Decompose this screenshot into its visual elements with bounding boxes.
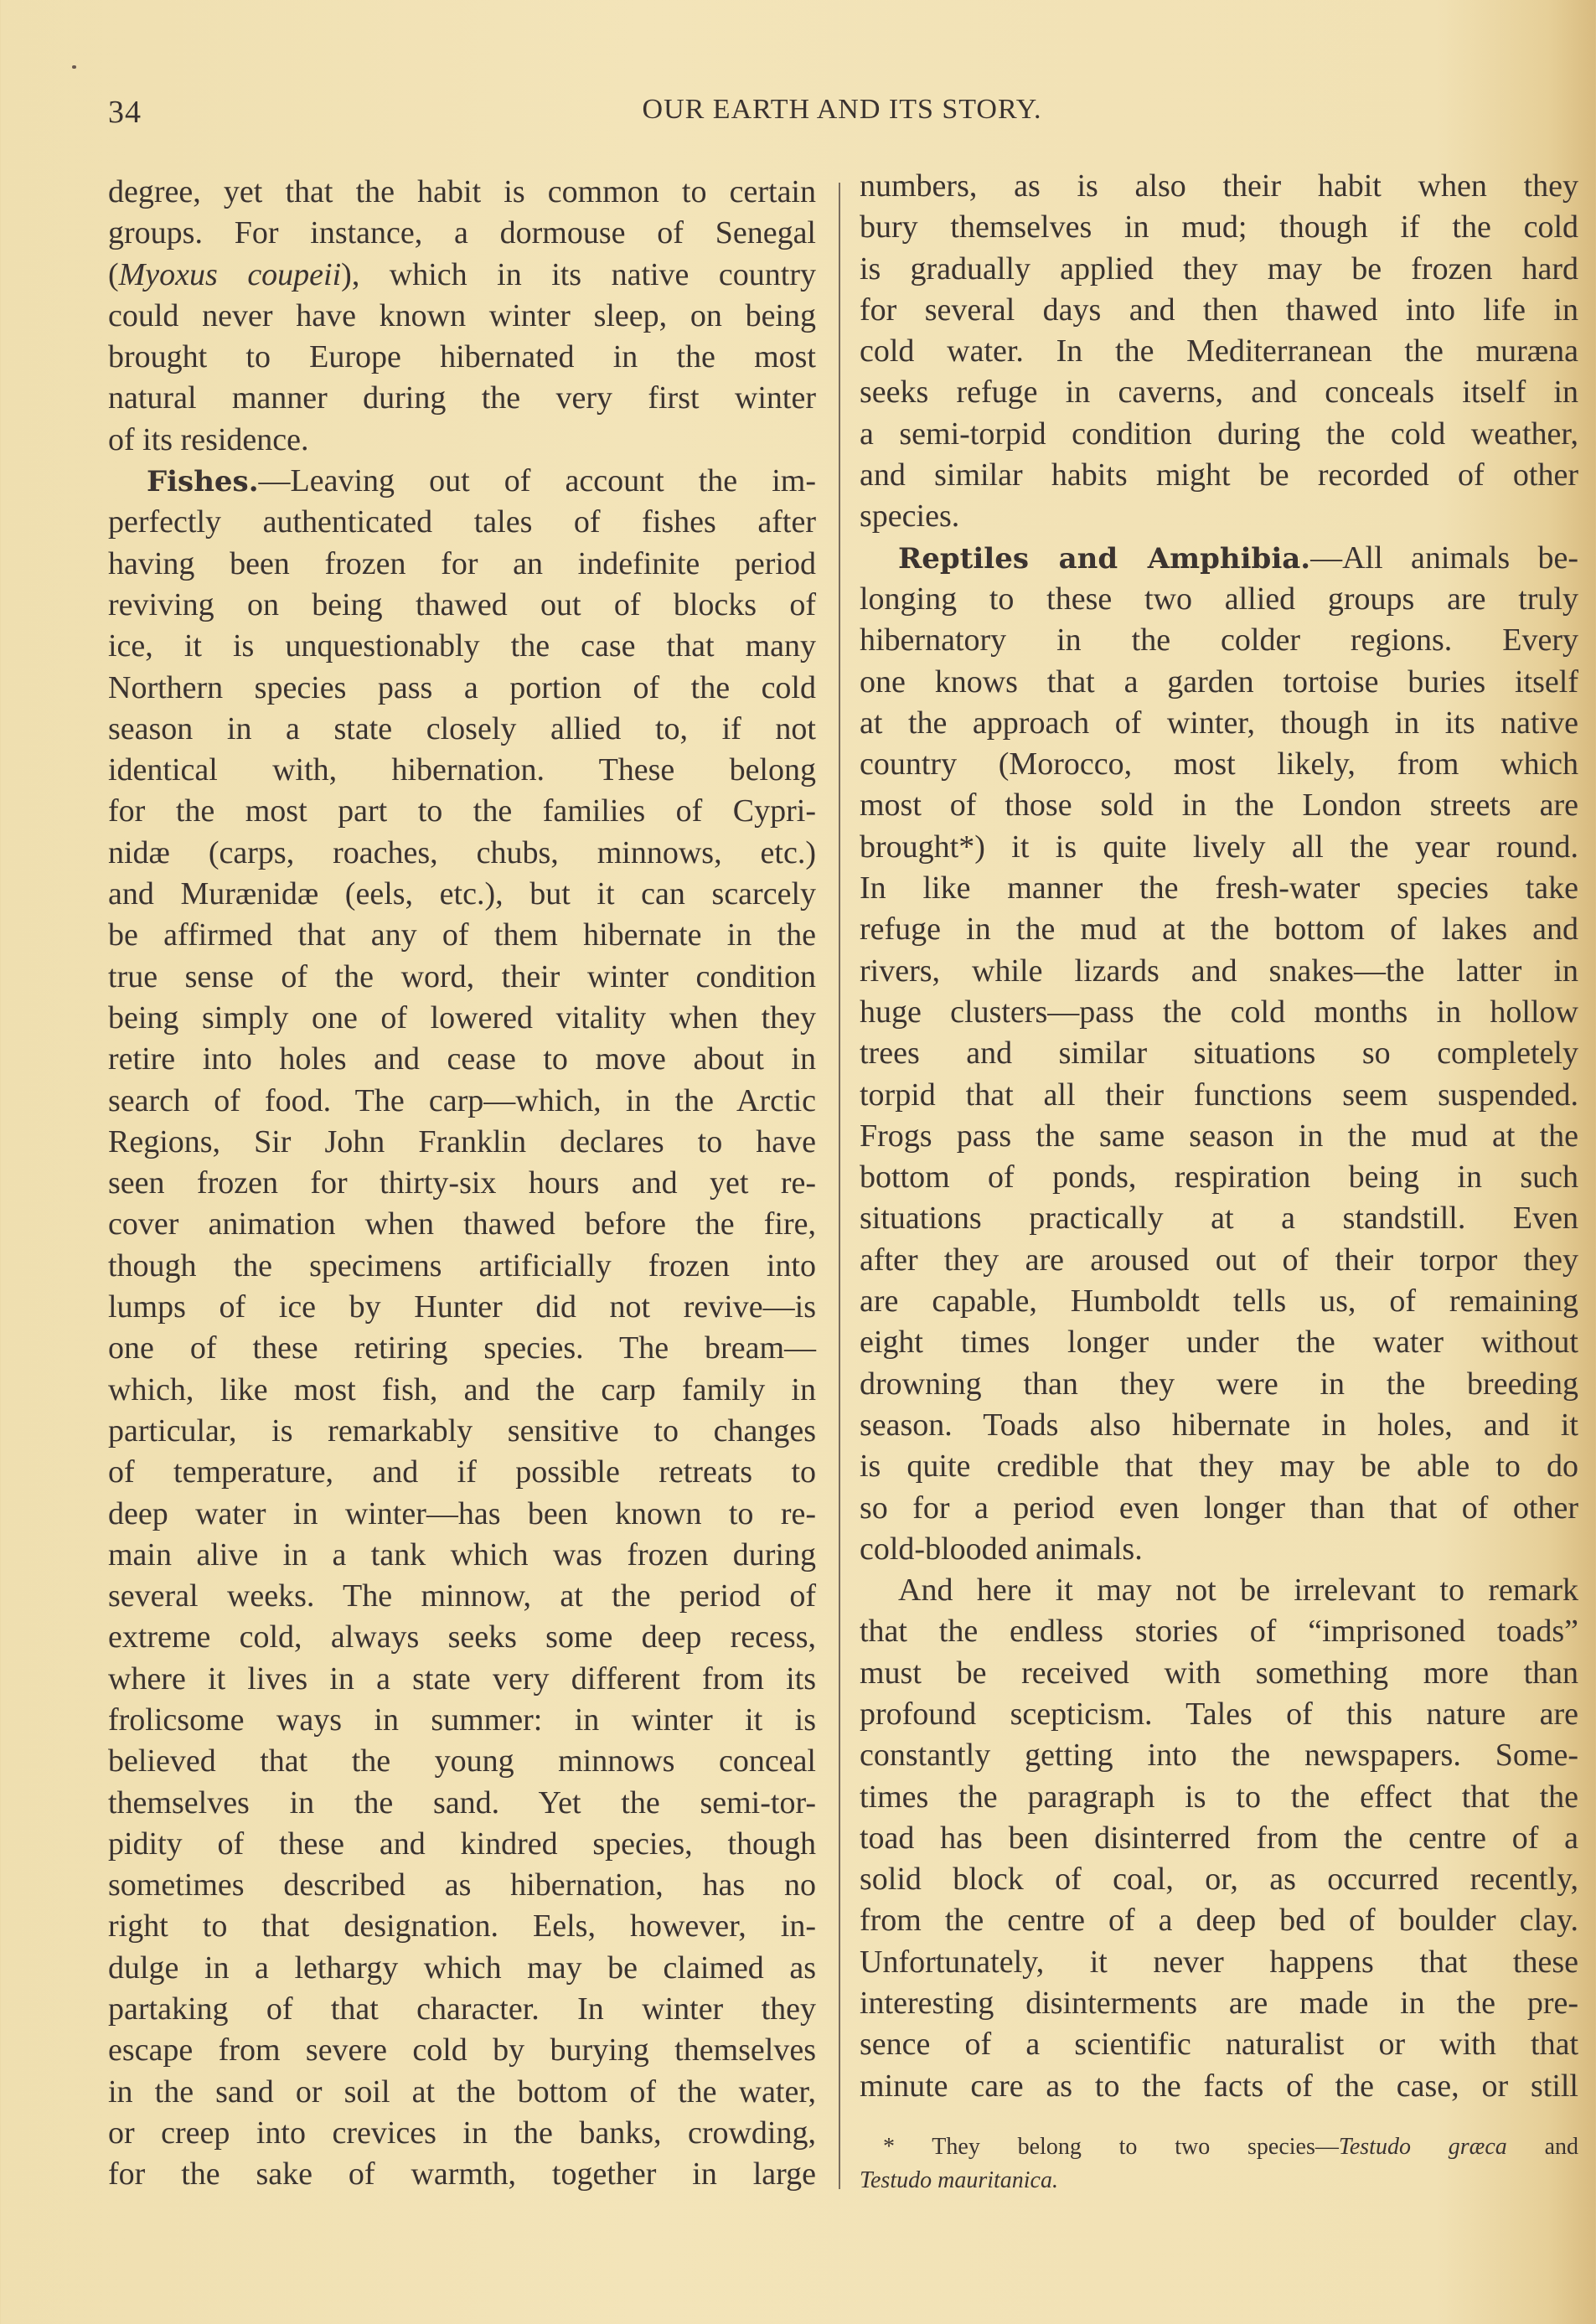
line-text: country (Morocco, most likely, from which xyxy=(860,746,1578,782)
line-text: Regions, Sir John Franklin declares to have xyxy=(108,1123,816,1159)
text-line xyxy=(108,1865,816,1906)
text-line xyxy=(860,1157,1578,1198)
text-line xyxy=(108,833,816,874)
line-text: being simply one of lowered vitality when they xyxy=(108,999,816,1035)
line-text: that the endless stories of “imprisoned toads” xyxy=(860,1614,1578,1650)
text-line xyxy=(860,2066,1578,2107)
text-line xyxy=(108,337,816,378)
line-text: could never have known winter sleep, on being xyxy=(108,297,816,333)
line-text: ( xyxy=(108,256,119,292)
text-line xyxy=(860,372,1578,413)
footnote-species: Testudo græca xyxy=(1338,2134,1507,2160)
line-text: degree, yet that the habit is common to certain xyxy=(108,174,816,209)
line-text: bury themselves in mud; though if the cold xyxy=(860,209,1578,245)
line-text: minute care as to the facts of the case, or still xyxy=(860,2068,1578,2104)
line-text: true sense of the word, their winter condition xyxy=(108,958,816,994)
line-text: brought to Europe hibernated in the most xyxy=(108,339,816,375)
line-text: huge clusters—pass the cold months in hollow xyxy=(860,994,1578,1030)
text-line xyxy=(108,1741,816,1782)
line-text: season. Toads also hibernate in holes, and it xyxy=(860,1407,1578,1443)
line-text: identical with, hibernation. These belong xyxy=(108,752,816,788)
text-line xyxy=(108,750,816,791)
line-text: seeks refuge in caverns, and conceals itself in xyxy=(860,374,1578,411)
text-line xyxy=(860,703,1578,744)
line-text: Frogs pass the same season in the mud at the xyxy=(860,1118,1578,1154)
line-text: in the sand or soil at the bottom of the water, xyxy=(108,2074,816,2110)
section-heading: Reptiles and Amphibia. xyxy=(898,541,1311,576)
line-text: having been frozen for an indefinite period xyxy=(108,545,816,581)
line-text: In like manner the fresh-water species take xyxy=(860,870,1578,906)
line-text: for several days and then thawed into life in xyxy=(860,292,1578,328)
line-text: refuge in the mud at the bottom of lakes and xyxy=(860,912,1578,948)
footnote-text: and xyxy=(1506,2134,1578,2160)
text-line xyxy=(860,1075,1578,1116)
text-line xyxy=(860,1818,1578,1859)
line-text: interesting disinterments are made in the pre- xyxy=(860,1986,1578,2022)
line-text: brought*) it is quite lively all the year round. xyxy=(860,829,1578,865)
text-line xyxy=(108,1824,816,1865)
text-line xyxy=(860,827,1578,868)
text-line xyxy=(108,915,816,956)
line-text: ice, it is unquestionably the case that many xyxy=(108,628,816,664)
line-text: sence of a scientific naturalist or with that xyxy=(860,2027,1578,2063)
page-number: 34 xyxy=(108,95,142,130)
text-line xyxy=(860,579,1578,620)
line-text: eight times longer under the water without xyxy=(860,1325,1578,1361)
line-text: which, like most fish, and the carp family in xyxy=(108,1371,816,1407)
text-line xyxy=(860,1240,1578,1281)
line-text: numbers, as is also their habit when they xyxy=(860,168,1578,204)
line-text: species. xyxy=(860,498,960,535)
line-text: frolicsome ways in summer: in winter it is xyxy=(108,1702,816,1738)
line-text: —All animals be- xyxy=(1310,540,1578,576)
right-column xyxy=(860,166,1578,2107)
line-text: nidæ (carps, roaches, chubs, minnows, etc.) xyxy=(108,834,816,870)
text-line xyxy=(860,785,1578,826)
line-text: cover animation when thawed before the fire, xyxy=(108,1206,816,1242)
line-text: partaking of that character. In winter they xyxy=(108,1991,816,2027)
line-text: several weeks. The minnow, at the period of xyxy=(108,1578,816,1614)
line-text: groups. For instance, a dormouse of Senegal xyxy=(108,215,816,251)
line-text: ), which in its native country xyxy=(341,256,816,292)
line-text: seen frozen for thirty-six hours and yet re- xyxy=(108,1165,816,1201)
text-line xyxy=(108,2113,816,2154)
line-text: must be received with something more than xyxy=(860,1655,1578,1691)
line-text: drowning than they were in the breeding xyxy=(860,1366,1578,1402)
line-text: perfectly authenticated tales of fishes after xyxy=(108,504,816,540)
text-line xyxy=(108,255,816,296)
text-line xyxy=(108,2072,816,2113)
text-line xyxy=(860,1364,1578,1405)
footnote-species: Testudo mauritanica. xyxy=(860,2167,1058,2193)
text-line xyxy=(860,1859,1578,1900)
text-line xyxy=(108,1411,816,1452)
text-line xyxy=(860,662,1578,703)
line-text: so for a period even longer than that of other xyxy=(860,1490,1578,1526)
line-text: bottom of ponds, respiration being in such xyxy=(860,1159,1578,1196)
text-line xyxy=(108,668,816,709)
line-text: at the approach of winter, though in its native xyxy=(860,705,1578,741)
line-text: is gradually applied they may be frozen hard xyxy=(860,250,1578,287)
text-line xyxy=(108,1906,816,1947)
text-line xyxy=(860,538,1578,579)
text-line xyxy=(860,455,1578,496)
line-text: pidity of these and kindred species, though xyxy=(108,1826,816,1862)
text-line xyxy=(860,1529,1578,1570)
line-text: longing to these two allied groups are truly xyxy=(860,581,1578,617)
text-line xyxy=(860,909,1578,950)
text-line xyxy=(860,1777,1578,1818)
line-text: and Murænidæ (eels, etc.), but it can scarcely xyxy=(108,876,816,912)
text-line xyxy=(860,166,1578,207)
text-line xyxy=(860,1033,1578,1074)
text-line xyxy=(108,502,816,543)
text-line xyxy=(108,1287,816,1328)
line-text: escape from severe cold by burying themselves xyxy=(108,2032,816,2068)
text-line xyxy=(860,1322,1578,1363)
text-line xyxy=(860,1611,1578,1652)
text-line xyxy=(860,496,1578,537)
text-line xyxy=(108,1081,816,1122)
line-text: believed that the young minnows conceal xyxy=(108,1743,816,1779)
text-line xyxy=(860,1983,1578,2024)
text-line xyxy=(860,1900,1578,1941)
line-text: dulge in a lethargy which may be claimed as xyxy=(108,1950,816,1986)
line-text: where it lives in a state very different from its xyxy=(108,1660,816,1697)
line-text: from the centre of a deep bed of boulder clay. xyxy=(860,1903,1578,1939)
text-line xyxy=(860,620,1578,661)
text-line xyxy=(108,1122,816,1163)
text-line xyxy=(108,791,816,832)
text-line xyxy=(860,2024,1578,2065)
line-text: main alive in a tank which was frozen during xyxy=(108,1536,816,1573)
text-line xyxy=(108,585,816,626)
text-line xyxy=(108,1700,816,1741)
text-line xyxy=(860,331,1578,372)
text-line xyxy=(108,213,816,254)
text-line xyxy=(860,414,1578,455)
line-text: —Leaving out of account the im- xyxy=(258,463,816,499)
scan-speck xyxy=(72,65,76,69)
line-text: Northern species pass a portion of the cold xyxy=(108,669,816,705)
text-line xyxy=(108,1948,816,1989)
text-line xyxy=(108,1328,816,1369)
line-text: right to that designation. Eels, however, in- xyxy=(108,1908,816,1944)
line-text: season in a state closely allied to, if not xyxy=(108,710,816,746)
footnote-line xyxy=(860,2130,1578,2164)
text-line xyxy=(860,290,1578,331)
text-line xyxy=(108,1783,816,1824)
text-line xyxy=(108,1494,816,1535)
text-line xyxy=(108,1163,816,1204)
text-line xyxy=(860,1405,1578,1446)
text-line xyxy=(108,296,816,337)
line-text: be affirmed that any of them hibernate in the xyxy=(108,917,816,953)
line-text: particular, is remarkably sensitive to changes xyxy=(108,1412,816,1449)
footnote-line xyxy=(860,2164,1578,2197)
text-line xyxy=(860,1281,1578,1322)
footnote xyxy=(860,2130,1578,2197)
text-line xyxy=(860,951,1578,992)
text-line xyxy=(860,207,1578,248)
line-text: toad has been disinterred from the centre of a xyxy=(860,1820,1578,1856)
line-text: reviving on being thawed out of blocks of xyxy=(108,586,816,622)
text-line xyxy=(108,998,816,1039)
line-text: of its residence. xyxy=(108,421,309,457)
text-line xyxy=(108,420,816,461)
line-text: after they are aroused out of their torpor they xyxy=(860,1242,1578,1278)
text-line xyxy=(108,1989,816,2030)
line-text: most of those sold in the London streets are xyxy=(860,788,1578,824)
line-text: of temperature, and if possible retreats to xyxy=(108,1454,816,1490)
text-line xyxy=(108,2154,816,2195)
text-line xyxy=(108,957,816,998)
line-text: or creep into crevices in the banks, crowding, xyxy=(108,2115,816,2151)
line-text: profound scepticism. Tales of this nature are xyxy=(860,1696,1578,1732)
line-text: though the specimens artificially frozen into xyxy=(108,1247,816,1283)
line-text: one of these retiring species. The bream— xyxy=(108,1330,816,1366)
line-text: Unfortunately, it never happens that these xyxy=(860,1944,1578,1980)
line-text: solid block of coal, or, as occurred recently, xyxy=(860,1862,1578,1898)
line-text: torpid that all their functions seem suspended. xyxy=(860,1077,1578,1113)
line-text: themselves in the sand. Yet the semi-tor- xyxy=(108,1784,816,1820)
line-text: one knows that a garden tortoise buries itself xyxy=(860,664,1578,700)
text-line xyxy=(860,1446,1578,1487)
text-line xyxy=(108,378,816,419)
text-line xyxy=(860,1488,1578,1529)
text-line xyxy=(860,1116,1578,1157)
footnote-text: * They belong to two species— xyxy=(883,2134,1339,2160)
line-text: retire into holes and cease to move about in xyxy=(108,1041,816,1077)
section-heading: Fishes. xyxy=(147,465,259,499)
text-line xyxy=(108,1370,816,1411)
text-line xyxy=(108,172,816,213)
text-line xyxy=(108,1204,816,1245)
line-text: times the paragraph is to the effect that the xyxy=(860,1779,1578,1815)
text-line xyxy=(108,1039,816,1080)
text-line xyxy=(860,744,1578,785)
line-text: cold water. In the Mediterranean the muræna xyxy=(860,333,1578,369)
line-text: situations practically at a standstill. Even xyxy=(860,1201,1578,1237)
text-line xyxy=(108,544,816,585)
line-text: extreme cold, always seeks some deep recess, xyxy=(108,1619,816,1655)
line-text: are capable, Humboldt tells us, of remaining xyxy=(860,1283,1578,1320)
line-text: search of food. The carp—which, in the Arctic xyxy=(108,1082,816,1118)
line-text: natural manner during the very first winter xyxy=(108,380,816,416)
text-line xyxy=(108,1617,816,1658)
text-line xyxy=(860,1942,1578,1983)
line-text: deep water in winter—has been known to re- xyxy=(108,1495,816,1531)
running-title: OUR EARTH AND ITS STORY. xyxy=(642,94,1042,125)
italic-term: Myoxus coupeii xyxy=(118,256,342,292)
line-text: trees and similar situations so completely xyxy=(860,1035,1578,1072)
line-text: cold-blooded animals. xyxy=(860,1531,1143,1567)
text-line xyxy=(108,461,816,502)
text-line xyxy=(108,1576,816,1617)
text-line xyxy=(108,1659,816,1700)
column-divider xyxy=(839,183,840,2189)
text-line xyxy=(108,1246,816,1287)
line-text: hibernatory in the colder regions. Every xyxy=(860,622,1578,658)
text-line xyxy=(860,1570,1578,1611)
line-text: is quite credible that they may be able to do xyxy=(860,1449,1578,1485)
line-text: sometimes described as hibernation, has no xyxy=(108,1867,816,1903)
line-text: and similar habits might be recorded of other xyxy=(860,457,1578,493)
line-text: for the sake of warmth, together in large xyxy=(108,2156,816,2192)
text-line xyxy=(860,1198,1578,1239)
text-line xyxy=(108,709,816,750)
text-line xyxy=(860,868,1578,909)
text-line xyxy=(108,1452,816,1493)
text-line xyxy=(108,874,816,915)
line-text: rivers, while lizards and snakes—the latter in xyxy=(860,953,1578,989)
text-line xyxy=(108,626,816,667)
text-line xyxy=(108,2030,816,2071)
left-column xyxy=(108,172,816,2196)
line-text: lumps of ice by Hunter did not revive—is xyxy=(108,1289,816,1325)
line-text: And here it may not be irrelevant to remark xyxy=(898,1573,1578,1609)
line-text: constantly getting into the newspapers. Some- xyxy=(860,1738,1578,1774)
text-line xyxy=(860,992,1578,1033)
line-text: for the most part to the families of Cypri- xyxy=(108,793,816,829)
line-text: a semi-torpid condition during the cold weather, xyxy=(860,416,1578,452)
text-line xyxy=(108,1535,816,1576)
text-line xyxy=(860,1694,1578,1735)
text-line xyxy=(860,1653,1578,1694)
text-line xyxy=(860,249,1578,290)
text-line xyxy=(860,1735,1578,1776)
